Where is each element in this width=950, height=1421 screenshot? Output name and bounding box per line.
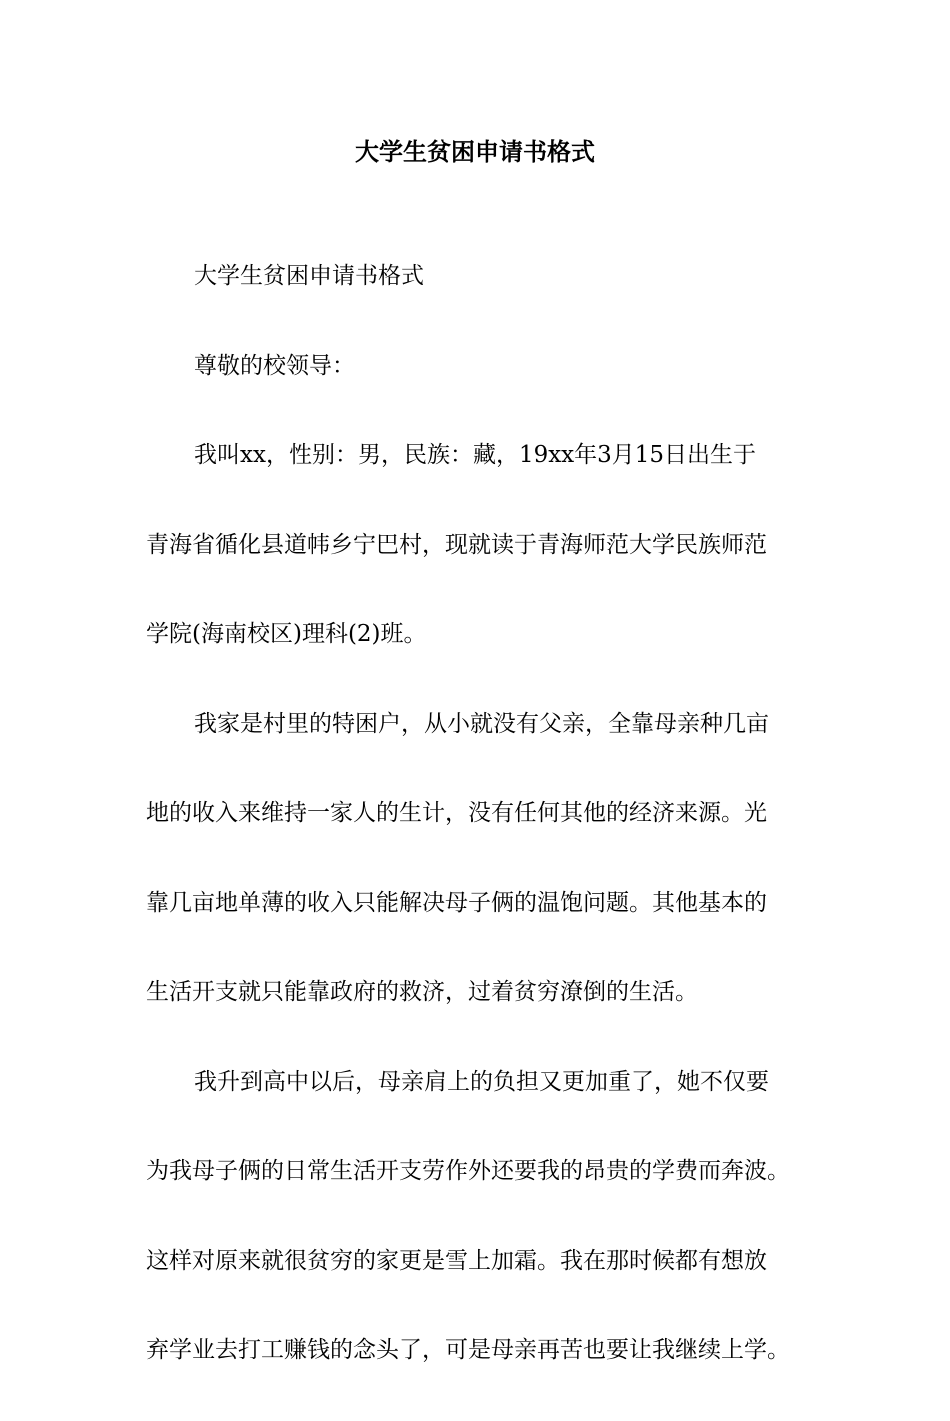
text-line: 学院(海南校区)理科(2)班。 bbox=[146, 621, 427, 647]
text-line: 我家是村里的特困户，从小就没有父亲，全靠母亲种几亩 bbox=[194, 710, 769, 737]
text-line: 这样对原来就很贫穷的家更是雪上加霜。我在那时候都有想放 bbox=[146, 1247, 767, 1274]
text-line: 尊敬的校领导： bbox=[194, 352, 355, 379]
text-line: 我升到高中以后，母亲肩上的负担又更加重了，她不仅要 bbox=[194, 1068, 769, 1095]
document-body bbox=[146, 257, 810, 1421]
document-title: 大学生贫困申请书格式 bbox=[355, 138, 595, 166]
text-line: 我叫xx，性别：男，民族：藏，19xx年3月15日出生于 bbox=[194, 442, 757, 468]
text-line: 弃学业去打工赚钱的念头了，可是母亲再苦也要让我继续上学。 bbox=[146, 1337, 790, 1363]
text-line: 生活开支就只能靠政府的救济，过着贫穷潦倒的生活。 bbox=[146, 979, 698, 1005]
text-line: 大学生贫困申请书格式 bbox=[194, 263, 424, 289]
text-line: 青海省循化县道帏乡宁巴村，现就读于青海师范大学民族师范 bbox=[146, 531, 767, 558]
text-line: 为我母子俩的日常生活开支劳作外还要我的昂贵的学费而奔波。 bbox=[146, 1158, 790, 1184]
text-line: 靠几亩地单薄的收入只能解决母子俩的温饱问题。其他基本的 bbox=[146, 889, 767, 916]
text-line: 地的收入来维持一家人的生计，没有任何其他的经济来源。光 bbox=[146, 800, 767, 826]
